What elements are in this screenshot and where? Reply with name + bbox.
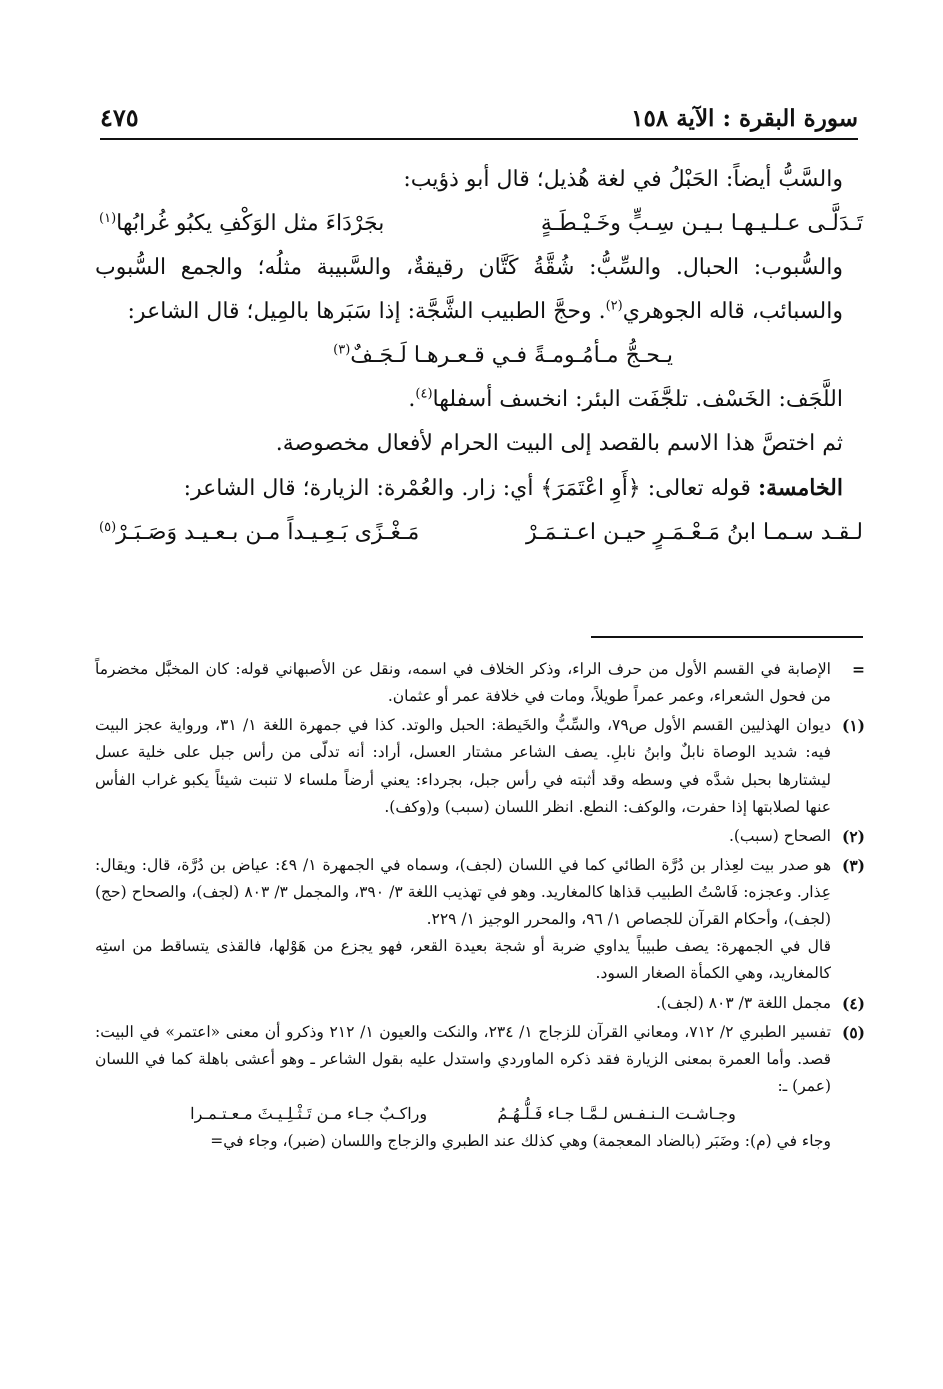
footnote-number: = bbox=[852, 660, 865, 679]
footnote-text bbox=[95, 852, 831, 988]
paragraph-2-text: والسُّبوب: الحبال. والسِّبُّ: شُقَّةُ كَتَّان رقيقةٌ، والسَّبيبة مثلُه؛ والجمع السُّبوب والسبائب، قاله الجوهري bbox=[95, 255, 843, 324]
footnote-ref-3: (٣) bbox=[333, 342, 351, 358]
verse-3-second-hemistich bbox=[99, 511, 419, 555]
verse-1-second-text: بجَرْدَاءَ مثل الوَكْفِ يكبُو غُرابُها bbox=[116, 211, 385, 236]
footnote-3-part-b: قال في الجمهرة: يصف طبيباً يداوي ضربة أو شجة بعيدة القعر، فهو يجزع من هَوْلها، فالقذى يتساقط من استِه كالمغاريد، وهي الكمأة الصغار السود. bbox=[95, 937, 831, 983]
paragraph-2-end: . وحجَّ الطبيب الشَّجَّة: إذا سَبَرها بالمِيل؛ قال الشاعر: bbox=[127, 299, 606, 324]
footnote-ref-4: (٤) bbox=[415, 386, 433, 402]
footnote-5-part-b: وجاء في (م): وضَبَر (بالضاد المعجمة) وهي كذلك عند الطبري والزجاج واللسان (ضبر)، وجاء في= bbox=[210, 1132, 831, 1150]
verse-3-second-text: مَـغْـزًى بَـعِـيـداً مـن بـعـيـد وَصَـبَـرْ bbox=[116, 520, 420, 545]
verse-2 bbox=[95, 334, 863, 378]
paragraph-5 bbox=[95, 466, 863, 511]
footnote-4 bbox=[95, 990, 865, 1017]
footnote-divider bbox=[591, 636, 863, 638]
footnote-verse-second: وراكـبٌ جـاء مـن تَـثْـلِـيـثَ مـعـتـمـرا bbox=[190, 1104, 428, 1123]
footnote-5-part-a: تفسير الطبري ٢/ ٧١٢، ومعاني القرآن للزجاج ١/ ٢٣٤، والنكت والعيون ١/ ٢١٢ وذكرو أن معنى «اعتمر» في البيت: قصد. وأما العمرة بمعنى الزيارة فقد ذكره الماوردي واستدل عليه بقول الشاعر ـ وهو أعشى باهلة كما في اللسان (عمر) ـ: bbox=[95, 1022, 832, 1095]
footnote-2 bbox=[95, 823, 865, 850]
paragraph-3-text: اللَّجَف: الخَسْف. تلجَّفَت البئر: انخسف أسفلها bbox=[432, 387, 843, 412]
paragraph-3-end: . bbox=[408, 387, 416, 412]
page-header bbox=[100, 88, 858, 140]
footnote-number: (٢) bbox=[841, 826, 865, 846]
paragraph-2 bbox=[95, 246, 863, 334]
footnote-text: الإصابة في القسم الأول من حرف الراء، وذكر الخلاف في اسمه، ونقل عن الأصبهاني قوله: كان المخبَّل مخضرماً من فحول الشعراء، وعمر عمراً طويلاً، ومات في خلافة عمر أو عثمان. bbox=[95, 660, 831, 706]
page-number: ٤٧٥ bbox=[100, 103, 139, 132]
footnote-text: الصحاح (سبب). bbox=[728, 826, 831, 845]
verse-1-second-hemistich bbox=[99, 202, 384, 246]
verse-2-text: يـحـجُّ مـأمُـومـةً فـي قـعـرهـا لَـجَـفٌ bbox=[350, 343, 673, 368]
paragraph-3 bbox=[95, 378, 863, 422]
verse-3 bbox=[95, 511, 863, 555]
footnote-verse-first: وجـاشـت الـنـفـس لـمَّـا جـاء فَـلُّـهُـمُ bbox=[497, 1104, 736, 1123]
footnote-number: (٤) bbox=[841, 993, 865, 1013]
footnote-continued bbox=[95, 656, 865, 710]
footnote-verse bbox=[95, 1100, 831, 1128]
paragraph-4: ثم اختصَّ هذا الاسم بالقصد إلى البيت الحرام لأفعال مخصوصة. bbox=[275, 431, 843, 456]
verse-1-first-hemistich: تَـدَلَّـى عـلـيـهـا بـيـن سِـبٍّ وخَـيْـطَـةٍ bbox=[540, 211, 863, 236]
footnote-ref-1: (١) bbox=[99, 210, 117, 226]
main-text bbox=[95, 158, 863, 555]
footnote-1 bbox=[95, 712, 865, 821]
surah-title: سورة البقرة : الآية ١٥٨ bbox=[631, 105, 858, 132]
paragraph-5-text: قوله تعالى: ﴿أَوِ اعْتَمَرَ﴾ أي: زار. والعُمْرة: الزيارة؛ قال الشاعر: bbox=[183, 476, 758, 501]
footnote-text: مجمل اللغة ٣/ ٨٠٣ (لجف). bbox=[655, 993, 831, 1012]
footnotes bbox=[95, 656, 865, 1157]
footnote-ref-5: (٥) bbox=[99, 519, 117, 535]
paragraph-1: والسَّبُّ أيضاً: الحَبْلُ في لغة هُذيل؛ قال أبو ذؤيب: bbox=[403, 167, 843, 192]
footnote-ref-2: (٢) bbox=[605, 298, 623, 314]
footnote-text: ديوان الهذليين القسم الأول ص٧٩، والسِّبُّ والخَيطة: الحبل والوتد. كذا في جمهرة اللغة ١/ ٣١، ورواية عجز البيت فيه: شديد الوصاة نابلٌ وابنُ نابلِ. يصف الشاعر مشتار العسل، أراد: أنه تدلّى من رأس جبل على خلية عسل ليشتارها بحبل شدَّه في وسطه وقد أثبته في رأس جبل، بجرداء: يعني أرضاً ملساء لا تنبت شيئاً يكبو غراب الفأس عنها لصلابتها إذا حفرت، والوكف: النطع. انظر اللسان (سبب) و(وكف). bbox=[95, 716, 831, 816]
footnote-text bbox=[95, 1019, 831, 1156]
footnote-number: (٥) bbox=[841, 1022, 865, 1042]
footnote-3-part-a: هو صدر بيت لعِذار بن دُرَّة الطائي كما في اللسان (لجف)، وسماه في الجمهرة ١/ ٤٩: عياض بن دُرَّة، قال: ويقال: عِذار. وعجزه: فَاسْتُ الطبيب قذاها كالمغاريد. وهو في تهذيب اللغة ٣/ ٣٩٠، والمجمل ٣/ ٨٠٣ (لجف)، والصحاح (حج) (لجف)، وأحكام القرآن للجصاص ١/ ٩٦، والمحرر الوجيز ١/ ٢٢٩. bbox=[95, 855, 831, 929]
footnote-number: (٣) bbox=[841, 855, 865, 875]
verse-1 bbox=[95, 202, 863, 246]
footnote-number: (١) bbox=[841, 716, 865, 736]
footnote-3 bbox=[95, 852, 865, 988]
section-label: الخامسة: bbox=[757, 475, 843, 501]
footnote-5 bbox=[95, 1019, 865, 1156]
verse-3-first-hemistich: لـقـد سـمـا ابنُ مَـعْـمَـرٍ حيـن اعـتـمَـرْ bbox=[525, 520, 863, 545]
